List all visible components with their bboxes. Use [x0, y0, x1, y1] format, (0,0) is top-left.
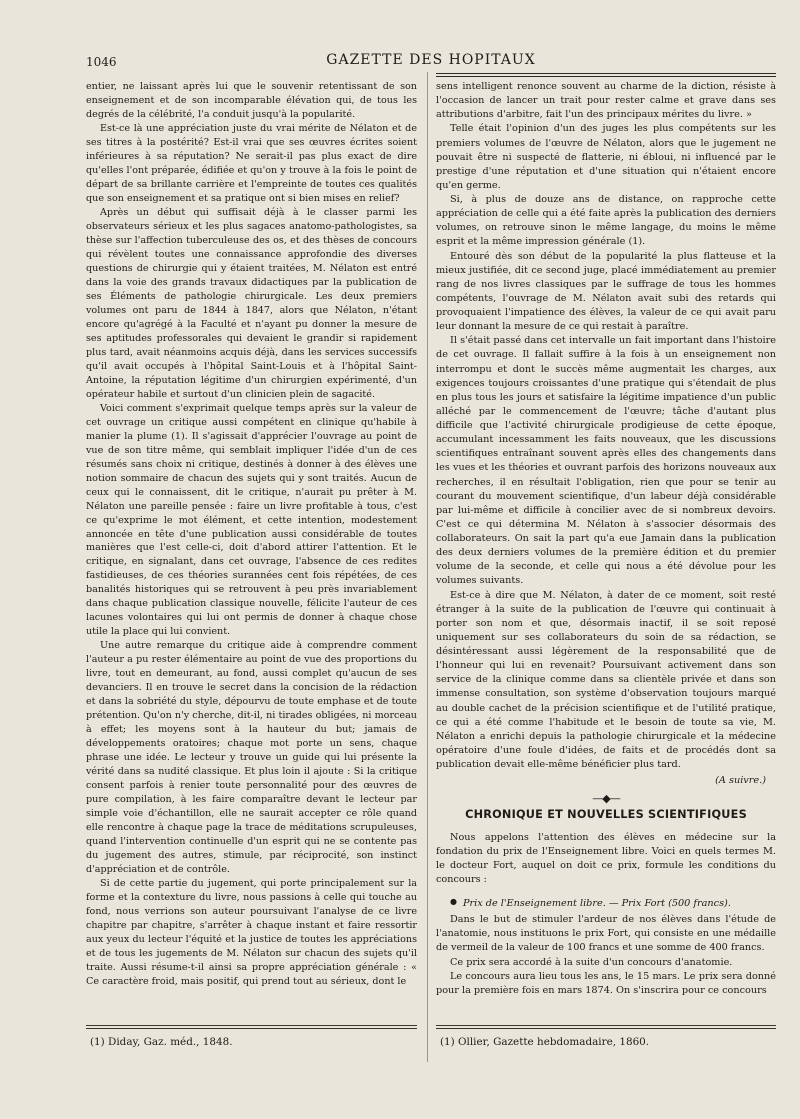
paragraph: Si de cette partie du jugement, qui porte principalement sur la forme et la contexture du livre, nous passions à celle qui touche au fond, nous verrions son auteur poursuivant l'analyse de ce livre chapitre par chapitre, s'arrêter à chaque instant et faire ressortir aux yeux du lecteur l'équité et la justice de toutes les appréciations et de tous les jugements de M. Nélaton sur chacun des sujets qu'il traite. Aussi résume-t-il ainsi sa propre appréciation générale : « Ce caractère froid, mais positif, qui prend tout au sérieux, dont le [86, 878, 417, 987]
paragraph: Nous appelons l'attention des élèves en médecine sur la fondation du prix de l'Enseignement libre. Voici en quels termes M. le docteur Fort, auquel on doit ce prix, formule les conditions du concours : [436, 831, 776, 885]
paragraph: sens intelligent renonce souvent au charme de la diction, résiste à l'occasion de lancer un trait pour rester calme et grave dans ses attributions d'arbitre, fait l'un des principaux mérites du livre. » [436, 81, 776, 121]
paragraph: Telle était l'opinion d'un des juges les plus compétents sur les premiers volumes de l'œuvre de Nélaton, alors que le jugement ne pouvait être ni suspecté de flatterie, ni ébloui, ni influencé par le prestige d'une réputation et d'une situation qui n'étaient encore qu'en germe. [436, 123, 776, 191]
paragraph: entier, ne laissant après lui que le souvenir retentissant de son enseignement et de son incomparable élévation qui, de tous les degrés de la célébrité, l'a conduit jusqu'à la popularité. [86, 81, 417, 120]
paragraph: Dans le but de stimuler l'ardeur de nos élèves dans l'étude de l'anatomie, nous instituons le prix Fort, qui consiste en une médaille de vermeil de la valeur de 100 francs et une somme de 400 francs. [436, 914, 776, 954]
paragraph: Ce prix sera accordé à la suite d'un concours d'anatomie. [450, 956, 733, 968]
footnote-rule-right [436, 1025, 776, 1026]
left-column [86, 80, 417, 989]
prize-title: Prix de l'Enseignement libre. — Prix Fort (500 francs). [462, 898, 731, 909]
bullet-icon: ● [450, 897, 457, 906]
paragraph: Une autre remarque du critique aide à comprendre comment l'auteur a pu rester élémentaire au point de vue des proportions du livre, tout en demeurant, au fond, aussi complet qu'aucun de ses devanciers. Il en trouve le secret dans la concision de la rédaction et dans la sobriété du style, dépourvu de toute emphase et de toute prétention. Qu'on n'y cherche, dit-il, ni tirades obligées, ni morceau à effet; les moyens sont à la hauteur du but; jamais de développements oratoires; chaque mot porte un sens, chaque phrase une idée. Le lecteur y trouve un guide qui lui présente la vérité dans sa nudité classique. Et plus loin il ajoute : Si la critique consent parfois à renier toute personnalité pour des œuvres de pure compilation, à les faire comparaître devant le lecteur par simple voie d'échantillon, elle ne saurait accepter ce rôle quand elle rencontre à chaque page la trace de méditations scrupuleuses, quand l'intervention continuelle d'un esprit qui ne se contente pas du jugement des autres, stimule, par réciprocité, son instinct d'appréciation et de contrôle. [86, 640, 417, 876]
footnote-rule-right-double [436, 1028, 776, 1029]
paragraph: Il s'était passé dans cet intervalle un fait important dans l'histoire de cet ouvrage. Il fallait suffire à la fois à un enseignement non interrompu et dont le succès même augmentait les charges, aux exigences toujours croissantes d'une pratique qui s'étendait de plus en plus tous les jours et satisfaire la légitime impatience d'un public alléché par le commencement de l'œuvre; tâche d'autant plus difficile que l'activité chirurgicale prodigieuse de cette époque, accumulant incessamment les faits nouveaux, que les discussions scientifiques entraînant souvent après elles des changements dans les vues et les théories et ouvrant parfois des horizons nouveaux aux recherches, il en résultait l'obligation, rien que pour se tenir au courant du mouvement scientifique, d'un labeur déjà considérable par lui-même et difficile à concilier avec de si nombreux devoirs. C'est ce qui détermina M. Nélaton à s'associer désormais des collaborateurs. On sait la part qu'a eue Jamain dans la publication des deux derniers volumes de la première édition et du premier volume de la seconde, et celle qui nous a été dévolue pour les volumes suivants. [436, 335, 776, 587]
footnote-right: (1) Ollier, Gazette hebdomadaire, 1860. [440, 1036, 650, 1048]
column-divider [427, 72, 428, 1062]
paragraph: Le concours aura lieu tous les ans, le 15 mars. Le prix sera donné pour la première fois en mars 1874. On s'inscrira pour ce concours [436, 970, 776, 996]
top-rule [436, 73, 776, 74]
paragraph: Est-ce là une appréciation juste du vrai mérite de Nélaton et de ses titres à la postérité? Est-il vrai que ses œuvres écrites soient inférieures à sa réputation? Ne serait-il pas plus exact de dire qu'elles l'ont préparée, édifiée et qu'on y trouve à la fois le point de départ de sa brillante carrière et l'empreinte de toutes ces qualités que son enseignement et sa pratique ont si bien mises en relief? [86, 122, 417, 204]
footnote-rule-left [86, 1025, 417, 1026]
footnote-left: (1) Diday, Gaz. méd., 1848. [90, 1036, 233, 1048]
paragraph: Voici comment s'exprimait quelque temps après sur la valeur de cet ouvrage un critique aussi compétent en clinique qu'habile à manier la plume (1). Il s'agissait d'apprécier l'ouvrage au point de vue de son titre même, qui semblait impliquer l'idée d'un de ces résumés sans choix ni critique, destinés à donner à des élèves une notion sommaire de chacun des sujets qui y sont traités. Aucun de ceux qui le connaissent, dit le critique, n'aurait pu prêter à M. Nélaton une pareille pensée : faire un livre profitable à tous, c'est ce qu'exprime le mot élément, et cette intention, modestement annoncée en tête d'une publication aussi considérable de toutes manières que l'est celle-ci, doit d'abord attirer l'attention. Et le critique, en signalant, dans cet ouvrage, l'absence de ces redites fastidieuses, de ces théories surannées cent fois répétées, de ces banalités historiques qui se retrouvent à peu près invariablement dans chaque publication classique nouvelle, félicite l'auteur de ces lacunes volontaires qui lui ont permis de donner à chaque chose utile la place qui lui convient. [86, 402, 417, 638]
top-rule-double [436, 76, 776, 77]
footnote-rule-left-double [86, 1028, 417, 1029]
journal-title: GAZETTE DES HOPITAUX [326, 52, 536, 68]
paragraph: Si, à plus de douze ans de distance, on rapproche cette appréciation de celle qui a été faite après la publication des derniers volumes, on retrouve sinon le même langage, du moins le même esprit et la même impression générale (1). [436, 194, 776, 248]
right-column [436, 80, 776, 998]
section-separator: —◆— [592, 792, 620, 806]
page-number: 1046 [86, 55, 117, 69]
prize-subheading [436, 895, 776, 911]
paragraph: Après un début qui suffisait déjà à le classer parmi les observateurs sérieux et les plus sagaces anatomo-pathologistes, sa thèse sur l'affection tuberculeuse des os, et des thèses de concours qui révèlent toutes une connaissance approfondie des diverses questions de chirurgie qui y étaient traitées, M. Nélaton est entré dans la voie des grands travaux didactiques par la publication de ses Éléments de pathologie chirurgicale. Les deux premiers volumes ont paru de 1844 à 1847, alors que Nélaton, n'étant encore qu'agrégé à la Faculté et n'ayant pu donner la mesure de ses aptitudes professorales qui devaient le grandir si rapidement plus tard, avait néanmoins acquis déjà, dans les services successifs qu'il avait occupés à l'hôpital Saint-Louis et à l'hôpital Saint-Antoine, la réputation légitime d'un chirurgien expérimenté, d'un opérateur habile et surtout d'un clinicien plein de sagacité. [86, 206, 417, 400]
page-header [86, 52, 776, 72]
section-title: CHRONIQUE ET NOUVELLES SCIENTIFIQUES [465, 808, 747, 822]
paragraph: Entouré dès son début de la popularité la plus flatteuse et la mieux justifiée, dit ce second juge, placé immédiatement au premier rang de nos livres classiques par le suffrage de tous les hommes compétents, l'ouvrage de M. Nélaton avait subi des retards qui provoquaient l'impatience des élèves, la valeur de ce qui avait paru leur donnant la mesure de ce qui restait à paraître. [436, 250, 776, 333]
to-be-continued: (A suivre.) [715, 775, 766, 787]
paragraph: Est-ce à dire que M. Nélaton, à dater de ce moment, soit resté étranger à la suite de la publication de l'œuvre qui continuait à porter son nom et que, désormais inactif, il se soit reposé uniquement sur ses collaborateurs du soin de sa rédaction, se désintéressant aussi légèrement de la responsabilité que de l'honneur qui lui en revenait? Poursuivant activement dans son service de la clinique comme dans sa clientèle privée et dans son immense consultation, son système d'observation toujours marqué au double cachet de la précision scientifique et de l'utilité pratique, ce qui a été comme l'habitude et le besoin de toute sa vie, M. Nélaton a enrichi depuis la pathologie chirurgicale et la médecine opératoire d'une foule d'idées, de faits et de procédés dont sa publication devait elle-même bénéficier plus tard. [436, 589, 776, 770]
